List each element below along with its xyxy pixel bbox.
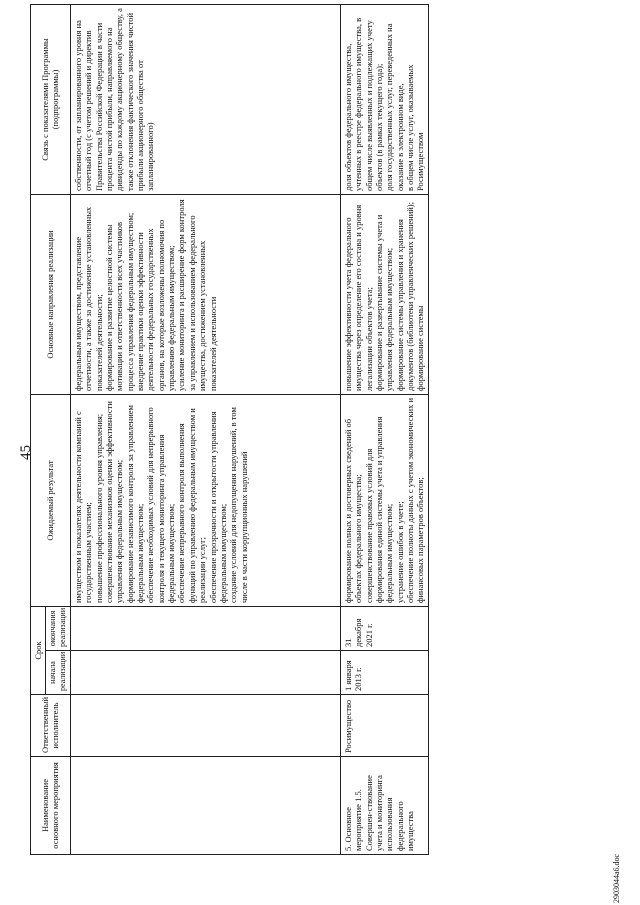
cell-directions: повышение эффективности учета федерального имущества через определение его состава и уровня легализации объектов учета; формирование и развертывание системы учета и управления федеральным имуществом; формирование системы управления и хранения документов (библиотеки управленческих решений); формирование системы xyxy=(340,195,428,395)
cell-link: собственности, от запланированного уровня на отчетный год (с учетом решений и директив Правительства Российской Федерации в части процента чистой прибыли, направляемого на дивиденды по каждому акционерному обществу, а также отклонения фактического значения чистой прибыли акционерного общества от запланированного) xyxy=(70,5,340,195)
header-event-name: Наименование основного мероприятия xyxy=(31,757,71,855)
cell-empty xyxy=(70,757,340,855)
program-table xyxy=(30,4,429,855)
header-end: окончания реализации xyxy=(46,607,71,651)
table-row-5 xyxy=(340,5,428,855)
cell-link: доля объектов федерального имущества, учтенных в реестре федерального имущества, в общем числе выявленных и подлежащих учету объектов (в рамках текущего года); доля государственных услуг, переведенных на оказание в электронном виде, в общем числе услуг, оказываемых Росимуществом xyxy=(340,5,428,195)
cell-empty xyxy=(70,651,340,695)
cell-empty xyxy=(70,607,340,651)
page-number: 45 xyxy=(18,445,34,460)
event-name: Основное мероприятие 1.5. Совершен-ствование учета и мониторинга использования федерального имущества xyxy=(342,775,416,851)
cell-result: имуществом и показателях деятельности компаний с государственным участием; повышение профессионального уровня управления; совершенствование механизмов оценки эффективности управления федеральным имуществом; формирование независимого контроля за управлением федеральным имуществом; обеспечение необходимых условий для непрерывного контроля и текущего мониторинга управления федеральным имуществом; обеспечение непрерывного контроля выполнения функций по управлению федеральным имуществом и реализации услуг; обеспечение прозрачности и открытости управления федеральным имуществом; создание условий для недопущения нарушений, в том числе в части коррупционных нарушений xyxy=(70,395,340,607)
header-directions: Основные направления реализации xyxy=(31,195,71,395)
table-row-continuation xyxy=(70,5,340,855)
cell-directions: федеральным имуществом, представление отчетности, а также за достижение установленных показателей деятельности; формирование и развитие целостной системы мотивации и ответственности всех участников процесса управления федеральным имуществом; внедрение практики оценки эффективности деятельности федеральных государственных органов, на которые возложены полномочия по управлению федеральным имуществом; усиление мониторинга и расширение форм контроля за управлением и использованием федерального имущества, достижением установленных показателей деятельности xyxy=(70,195,340,395)
header-result: Ожидаемый результат xyxy=(31,395,71,607)
cell-empty xyxy=(70,695,340,757)
cell-result: формирование полных и достоверных сведений об объектах федерального имущества; совершенствование правовых условий для формирования единой системы учета и управления федеральным имуществом; устранение ошибок в учете; обеспечение полноты данных с учетом экономических и финансовых параметров объектов; xyxy=(340,395,428,607)
header-executor: Ответственный исполнитель xyxy=(31,695,71,757)
header-start: начала реализации xyxy=(46,651,71,695)
header-link: Связь с показателями Программы (подпрограммы) xyxy=(31,5,71,195)
cell-start: 1 января 2013 г. xyxy=(340,651,428,695)
header-row xyxy=(31,5,46,855)
cell-event-name xyxy=(340,757,428,855)
header-term: Срок xyxy=(31,607,46,695)
footer-filename: 2903044a6.doc xyxy=(612,853,621,903)
row-number: 5. xyxy=(342,844,353,851)
cell-executor: Росимущество xyxy=(340,695,428,757)
cell-end: 31 декабря 2021 г. xyxy=(340,607,428,651)
